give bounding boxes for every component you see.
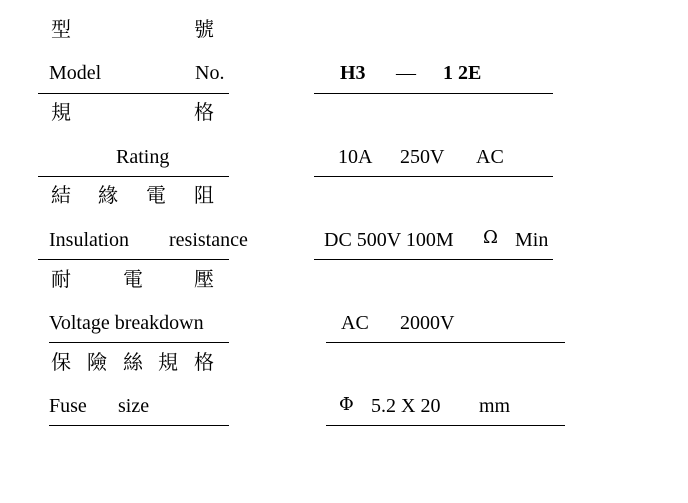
insulation-label-rule — [38, 259, 229, 260]
rating-value-type: AC — [476, 146, 504, 168]
insulation-zh-char-1: 結 — [51, 185, 71, 207]
insulation-label-word-2: resistance — [169, 229, 248, 251]
model-value-part-2: 1 2E — [443, 62, 482, 84]
fuse-label-word-2: size — [118, 395, 150, 417]
fuse-zh-char-1: 保 — [51, 352, 71, 374]
insulation-value-main: DC 500V 100M — [324, 229, 454, 251]
insulation-zh-char-3: 電 — [146, 185, 166, 207]
fuse-value-unit: mm — [479, 395, 511, 417]
model-value-rule — [314, 93, 553, 94]
model-zh-char-2: 號 — [194, 19, 214, 41]
model-value-dash: — — [396, 62, 416, 84]
insulation-value-omega: Ω — [483, 227, 498, 248]
rating-value-current: 10A — [338, 146, 373, 168]
fuse-zh-char-3: 絲 — [123, 352, 143, 374]
model-label-rule — [38, 93, 229, 94]
voltage-value-rule — [326, 342, 565, 343]
fuse-value-dims: 5.2 X 20 — [371, 395, 441, 417]
insulation-zh-char-2: 緣 — [98, 185, 118, 207]
fuse-value-rule — [326, 425, 565, 426]
fuse-zh-char-5: 格 — [194, 352, 214, 374]
rating-zh-char-2: 格 — [194, 102, 214, 124]
rating-zh-char-1: 規 — [51, 102, 71, 124]
rating-value-rule — [314, 176, 553, 177]
model-value-part-1: H3 — [340, 62, 366, 84]
insulation-label-word-1: Insulation — [49, 229, 129, 251]
voltage-zh-char-3: 壓 — [194, 269, 214, 291]
insulation-value-min: Min — [515, 229, 549, 251]
insulation-zh-char-4: 阻 — [194, 185, 214, 207]
model-zh-char-1: 型 — [51, 19, 71, 41]
voltage-label: Voltage breakdown — [49, 312, 204, 334]
rating-value-voltage: 250V — [400, 146, 445, 168]
model-label-word-2: No. — [195, 62, 225, 84]
voltage-zh-char-2: 電 — [123, 269, 143, 291]
fuse-value-phi: Φ — [339, 394, 354, 415]
fuse-zh-char-2: 險 — [87, 352, 107, 374]
rating-label: Rating — [116, 146, 170, 168]
model-label-word-1: Model — [49, 62, 102, 84]
rating-label-rule — [38, 176, 229, 177]
voltage-zh-char-1: 耐 — [51, 269, 71, 291]
fuse-zh-char-4: 規 — [158, 352, 178, 374]
voltage-value-type: AC — [341, 312, 369, 334]
voltage-label-rule — [49, 342, 229, 343]
insulation-value-rule — [314, 259, 553, 260]
fuse-label-rule — [49, 425, 229, 426]
fuse-label-word-1: Fuse — [49, 395, 87, 417]
voltage-value-voltage: 2000V — [400, 312, 455, 334]
